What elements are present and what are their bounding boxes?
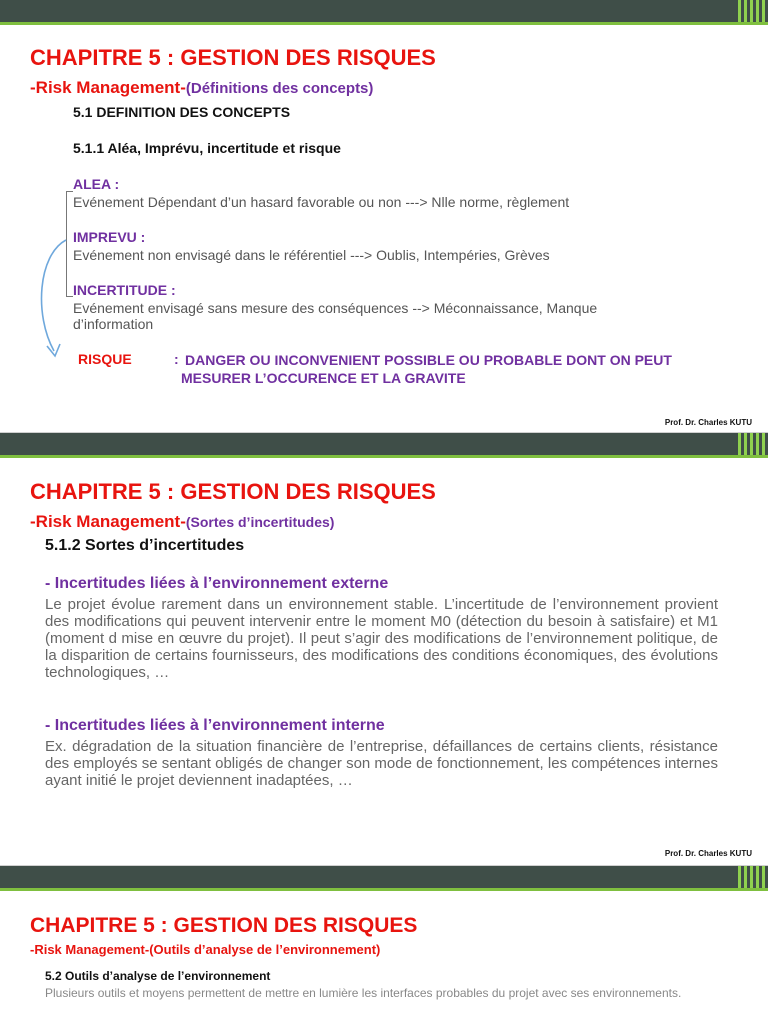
header-band xyxy=(0,0,768,22)
subtitle-paren: (Sortes d’incertitudes) xyxy=(185,514,335,530)
subtitle-paren: (Définitions des concepts) xyxy=(185,80,374,97)
section-heading: 5.2 Outils d’analyse de l’environnement xyxy=(45,969,271,983)
block-text-external: Le projet évolue rarement dans un environnement stable. L’incertitude de l’environnement provient des modifications qui peuvent intervenir entre le moment M0 (détection du besoin à satisfaire) et M1 (moment d mise en œuvre du projet). Il peut s’agir des modifications de l’environnement politique, de la disparition de certains fournisseurs, des modifications des conditions économiques, des évolutions technologiques, … xyxy=(45,596,718,681)
header-accent-line xyxy=(0,455,768,458)
header-band xyxy=(0,433,768,455)
subtitle-lead: -Risk Management- xyxy=(30,78,186,97)
slide-definitions xyxy=(0,0,768,432)
curved-arrow-icon xyxy=(30,235,80,365)
definition-incertitude: Evénement envisagé sans mesure des conséquences --> Méconnaissance, Manque d’information xyxy=(73,300,598,332)
risque-line-2: MESURER L’OCCURENCE ET LA GRAVITE xyxy=(181,370,466,386)
slide-title: CHAPITRE 5 : GESTION DES RISQUES xyxy=(30,914,418,937)
term-incertitude: INCERTITUDE : xyxy=(73,282,176,298)
term-alea: ALEA : xyxy=(73,176,120,192)
definition-alea: Evénement Dépendant d’un hasard favorable ou non ---> Nlle norme, règlement xyxy=(73,194,570,210)
term-imprevu: IMPREVU : xyxy=(73,229,146,245)
section-heading: 5.1 DEFINITION DES CONCEPTS xyxy=(73,104,291,120)
risque-colon: : xyxy=(174,351,179,367)
subtitle-lead: -Risk Management- xyxy=(30,512,186,531)
term-risque: RISQUE xyxy=(78,351,132,367)
slide-subtitle xyxy=(30,942,380,957)
block-text-internal: Ex. dégradation de la situation financière de l’entreprise, défaillances de certains clients, résistance des employés se sentant obligés de changer son mode de fonctionnement, les compétences internes ayant initié le projet deviennent inadaptées, … xyxy=(45,738,718,789)
section-text: Plusieurs outils et moyens permettent de mettre en lumière les interfaces probables du projet avec ses environnements. xyxy=(45,986,682,1000)
header-accent-line xyxy=(0,888,768,891)
slide-uncertainties xyxy=(0,433,768,865)
definition-risque xyxy=(181,351,745,387)
slide-title: CHAPITRE 5 : GESTION DES RISQUES xyxy=(30,479,436,504)
subtitle-paren: (Outils d’analyse de l’environnement) xyxy=(149,942,381,957)
subtitle-lead: -Risk Management- xyxy=(30,942,150,957)
block-heading-external: - Incertitudes liées à l’environnement externe xyxy=(45,575,389,592)
slide-title: CHAPITRE 5 : GESTION DES RISQUES xyxy=(30,45,436,70)
header-band xyxy=(0,866,768,888)
slide-subtitle xyxy=(30,512,334,532)
slide-analysis-tools xyxy=(0,866,768,1024)
stripe-pattern xyxy=(738,0,768,22)
slide-footer: Prof. Dr. Charles KUTU xyxy=(664,849,752,858)
slide-footer: Prof. Dr. Charles KUTU xyxy=(664,418,752,427)
block-heading-internal: - Incertitudes liées à l’environnement interne xyxy=(45,717,385,734)
header-accent-line xyxy=(0,22,768,25)
section-heading: 5.1.2 Sortes d’incertitudes xyxy=(45,537,245,554)
subsection-heading: 5.1.1 Aléa, Imprévu, incertitude et risque xyxy=(73,140,341,156)
slide-subtitle xyxy=(30,78,373,98)
risque-line-1: DANGER OU INCONVENIENT POSSIBLE OU PROBABLE DONT ON PEUT xyxy=(185,352,672,368)
stripe-pattern xyxy=(738,866,768,888)
definition-imprevu: Evénement non envisagé dans le référentiel ---> Oublis, Intempéries, Grèves xyxy=(73,247,550,263)
stripe-pattern xyxy=(738,433,768,455)
